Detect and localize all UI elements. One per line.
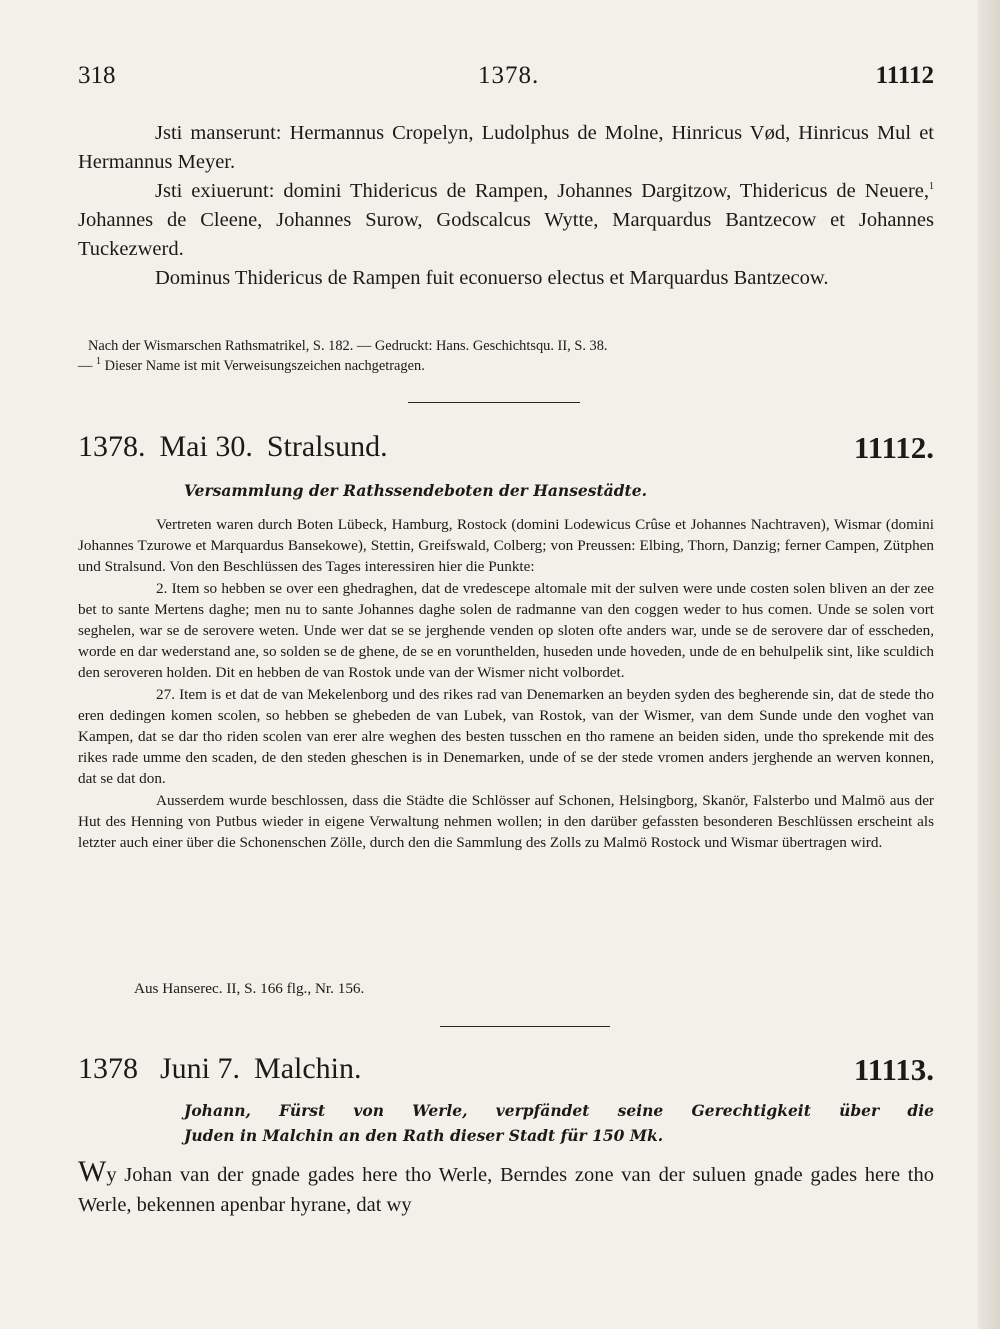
prev-doc-note [78,336,934,376]
footnote-text: Dieser Name ist mit Verweisungszeichen nachgetragen. [101,358,425,374]
running-head-doc-number: 11112 [875,62,934,89]
footnote-marker: 1 [929,181,934,193]
doc-date: Mai 30. [159,430,253,463]
summary-paragraph: Ausserdem wurde beschlossen, dass die Städte die Schlösser auf Schonen, Helsingborg, Skanör, Falsterbo und Malmö aus der Hut des Henning von Putbus wieder in eigene Verwaltung nehmen wollen; in den darüber gefassten besonderen Beschlüssen erscheint als letzter auch einer über die Schonenschen Zölle, durch den die Sammlung des Zolls zu Malmö Rostock und Wismar übertragen wird. [78,791,934,852]
doc-place: Malchin. [254,1052,362,1085]
prev-doc-p1: Jsti manserunt: Hermannus Cropelyn, Ludolphus de Molne, Hinricus Vød, Hinricus Mul et Hermannus Meyer. [78,122,934,173]
note-dash: — [78,358,96,374]
prev-doc-p2b: Johannes de Cleene, Johannes Surow, Godscalcus Wytte, Marquardus Bantzecow et Johannes Tuckezwerd. [78,209,934,260]
initial-letter: W [78,1155,107,1188]
regest-line: Johann, Fürst von Werle, verpfändet seine Gerechtigkeit über die [184,1101,934,1120]
intro-paragraph: Vertreten waren durch Boten Lübeck, Hamburg, Rostock (domini Lodewicus Crûse et Johannes Nachtraven), Wismar (domini Johannes Tzurowe et Marquardus Bansekowe), Stettin, Greifswald, Colberg; von Preussen: Elbing, Thorn, Danzig; ferner Campen, Zütphen und Stralsund. Von den Beschlüssen des Tages interessiren hier die Punkte: [78,516,934,576]
charter-text: y Johan van der gnade gades here tho Werle, Berndes zone van der suluen gnade gades here tho Werle, bekennen apenbar hyrane, dat wy [78,1164,934,1216]
doc-11113-text [78,1155,934,1220]
doc-source: Aus Hanserec. II, S. 166 flg., Nr. 156. [134,980,365,997]
prev-doc-p3: Dominus Thidericus de Rampen fuit econuerso electus et Marquardus Bantzecow. [155,267,829,289]
separator-rule [440,1026,610,1027]
doc-place: Stralsund. [266,430,388,463]
note-source-line: Nach der Wismarschen Rathsmatrikel, S. 182. — Gedruckt: Hans. Geschichtsqu. II, S. 38. [88,338,608,354]
scan-edge [978,0,1000,1329]
doc-date: Juni 7. [160,1052,241,1085]
prev-doc-paragraph [78,119,934,177]
doc-regest: Versammlung der Rathssendeboten der Hansestädte. [184,481,647,500]
doc-year: 1378 [78,1052,138,1085]
doc-regest [184,1098,934,1148]
separator-rule [408,402,580,403]
prev-doc-paragraph [78,264,934,293]
footnote-marker: 1 [96,356,101,368]
doc-number: 11112. [853,430,934,465]
doc-11112-body [78,514,934,853]
prev-doc-p2a: Jsti exiuerunt: domini Thidericus de Rampen, Johannes Dargitzow, Thidericus de Neuere, [155,180,929,202]
doc-year: 1378. [78,430,146,463]
running-head [78,62,934,96]
prev-doc-text [78,119,934,293]
doc-number: 11113. [853,1052,934,1087]
prev-doc-paragraph [78,177,934,264]
item-paragraph: 27. Item is et dat de van Mekelenborg und des rikes rad van Denemarken an beyden syden des begherende sin, dat de stede tho eren dedingen komen scolen, so hebben se ghebeden de van Lubek, van Rostok, van der Wismer, van dem Sunde unde den voghet van Kampen, dat se dar tho riden scolen van erer alre weghen des besten tusschen en tho ramene an beiden siden, unde tho sprekende mit des rikes rade umme den scaden, de den steden gheschen is in Denemarken, unde of se der stede vromen anders jerghende an werven konnen, dat se dat don. [78,685,934,788]
item-paragraph: 2. Item so hebben se over een ghedraghen, dat de vredescepe altomale mit der sulven were unde costen solen bliven an der zee bet to sante Mertens daghe; men nu to sante Johannes daghe solen de radmanne van den coggen weder to hus comen. Unde se solen vort seghelen, war se de serovere weten. Unde wer dat se se jerghende venden op sloten ofte anders war, unde se de serovere dar of esscheden, worde en dar wederstand ane, so solden se de ghene, de se en vorunthelden, huseden unde hoveden, unde de en behulpelik sint, like sculdich den seroveren holden. Dit en hebben de van Rostok unde van der Wismer nicht volbordet. [78,579,934,682]
running-head-year: 1378. [478,62,540,89]
doc-heading-11113 [78,1052,934,1096]
regest-line: Juden in Malchin an den Rath dieser Stadt für 150 Mk. [184,1126,664,1145]
page-number: 318 [78,62,116,89]
doc-heading-11112 [78,430,934,474]
